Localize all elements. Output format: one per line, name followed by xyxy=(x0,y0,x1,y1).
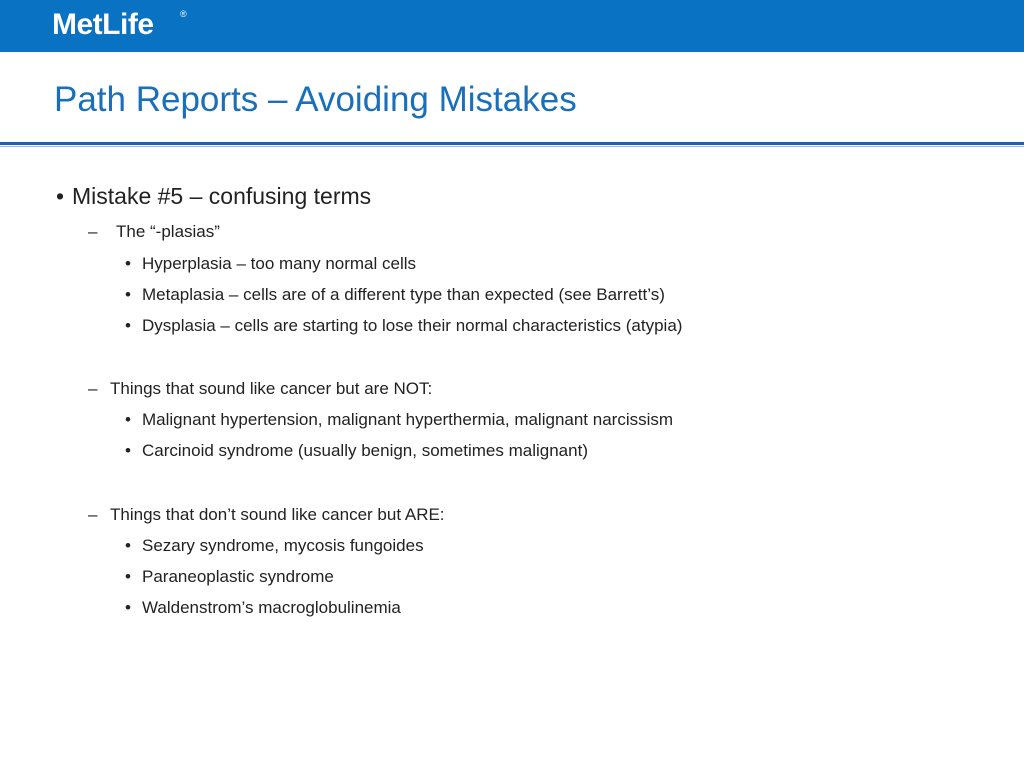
metlife-logo: MetLife xyxy=(52,8,154,41)
section-heading: The “-plasias” xyxy=(116,222,220,241)
bullet-marker: • xyxy=(125,598,131,617)
list-item: Sezary syndrome, mycosis fungoides xyxy=(142,536,424,555)
dash-marker: – xyxy=(88,222,98,241)
registered-mark: ® xyxy=(180,9,187,19)
dash-marker: – xyxy=(88,505,98,524)
bullet-marker: • xyxy=(125,410,131,429)
list-item: Metaplasia – cells are of a different type than expected (see Barrett’s) xyxy=(142,285,665,304)
slide-title: Path Reports – Avoiding Mistakes xyxy=(54,80,577,119)
section-heading: Things that sound like cancer but are NOT: xyxy=(110,379,433,398)
bullet-marker: • xyxy=(125,441,131,460)
list-item: Malignant hypertension, malignant hyperthermia, malignant narcissism xyxy=(142,410,674,429)
list-item: Waldenstrom’s macroglobulinemia xyxy=(142,598,401,617)
list-item: Carcinoid syndrome (usually benign, sometimes malignant) xyxy=(142,441,588,460)
bullet-marker: • xyxy=(125,536,131,555)
bullet-marker: • xyxy=(56,183,65,209)
main-bullet: Mistake #5 – confusing terms xyxy=(72,183,372,209)
bullet-marker: • xyxy=(125,567,131,586)
list-item: Paraneoplastic syndrome xyxy=(142,567,334,586)
bullet-marker: • xyxy=(125,316,131,335)
bullet-marker: • xyxy=(125,254,131,273)
list-item: Hyperplasia – too many normal cells xyxy=(142,254,417,273)
bullet-marker: • xyxy=(125,285,131,304)
dash-marker: – xyxy=(88,379,98,398)
list-item: Dysplasia – cells are starting to lose their normal characteristics (atypia) xyxy=(142,316,683,335)
section-heading: Things that don’t sound like cancer but ARE: xyxy=(110,505,445,524)
